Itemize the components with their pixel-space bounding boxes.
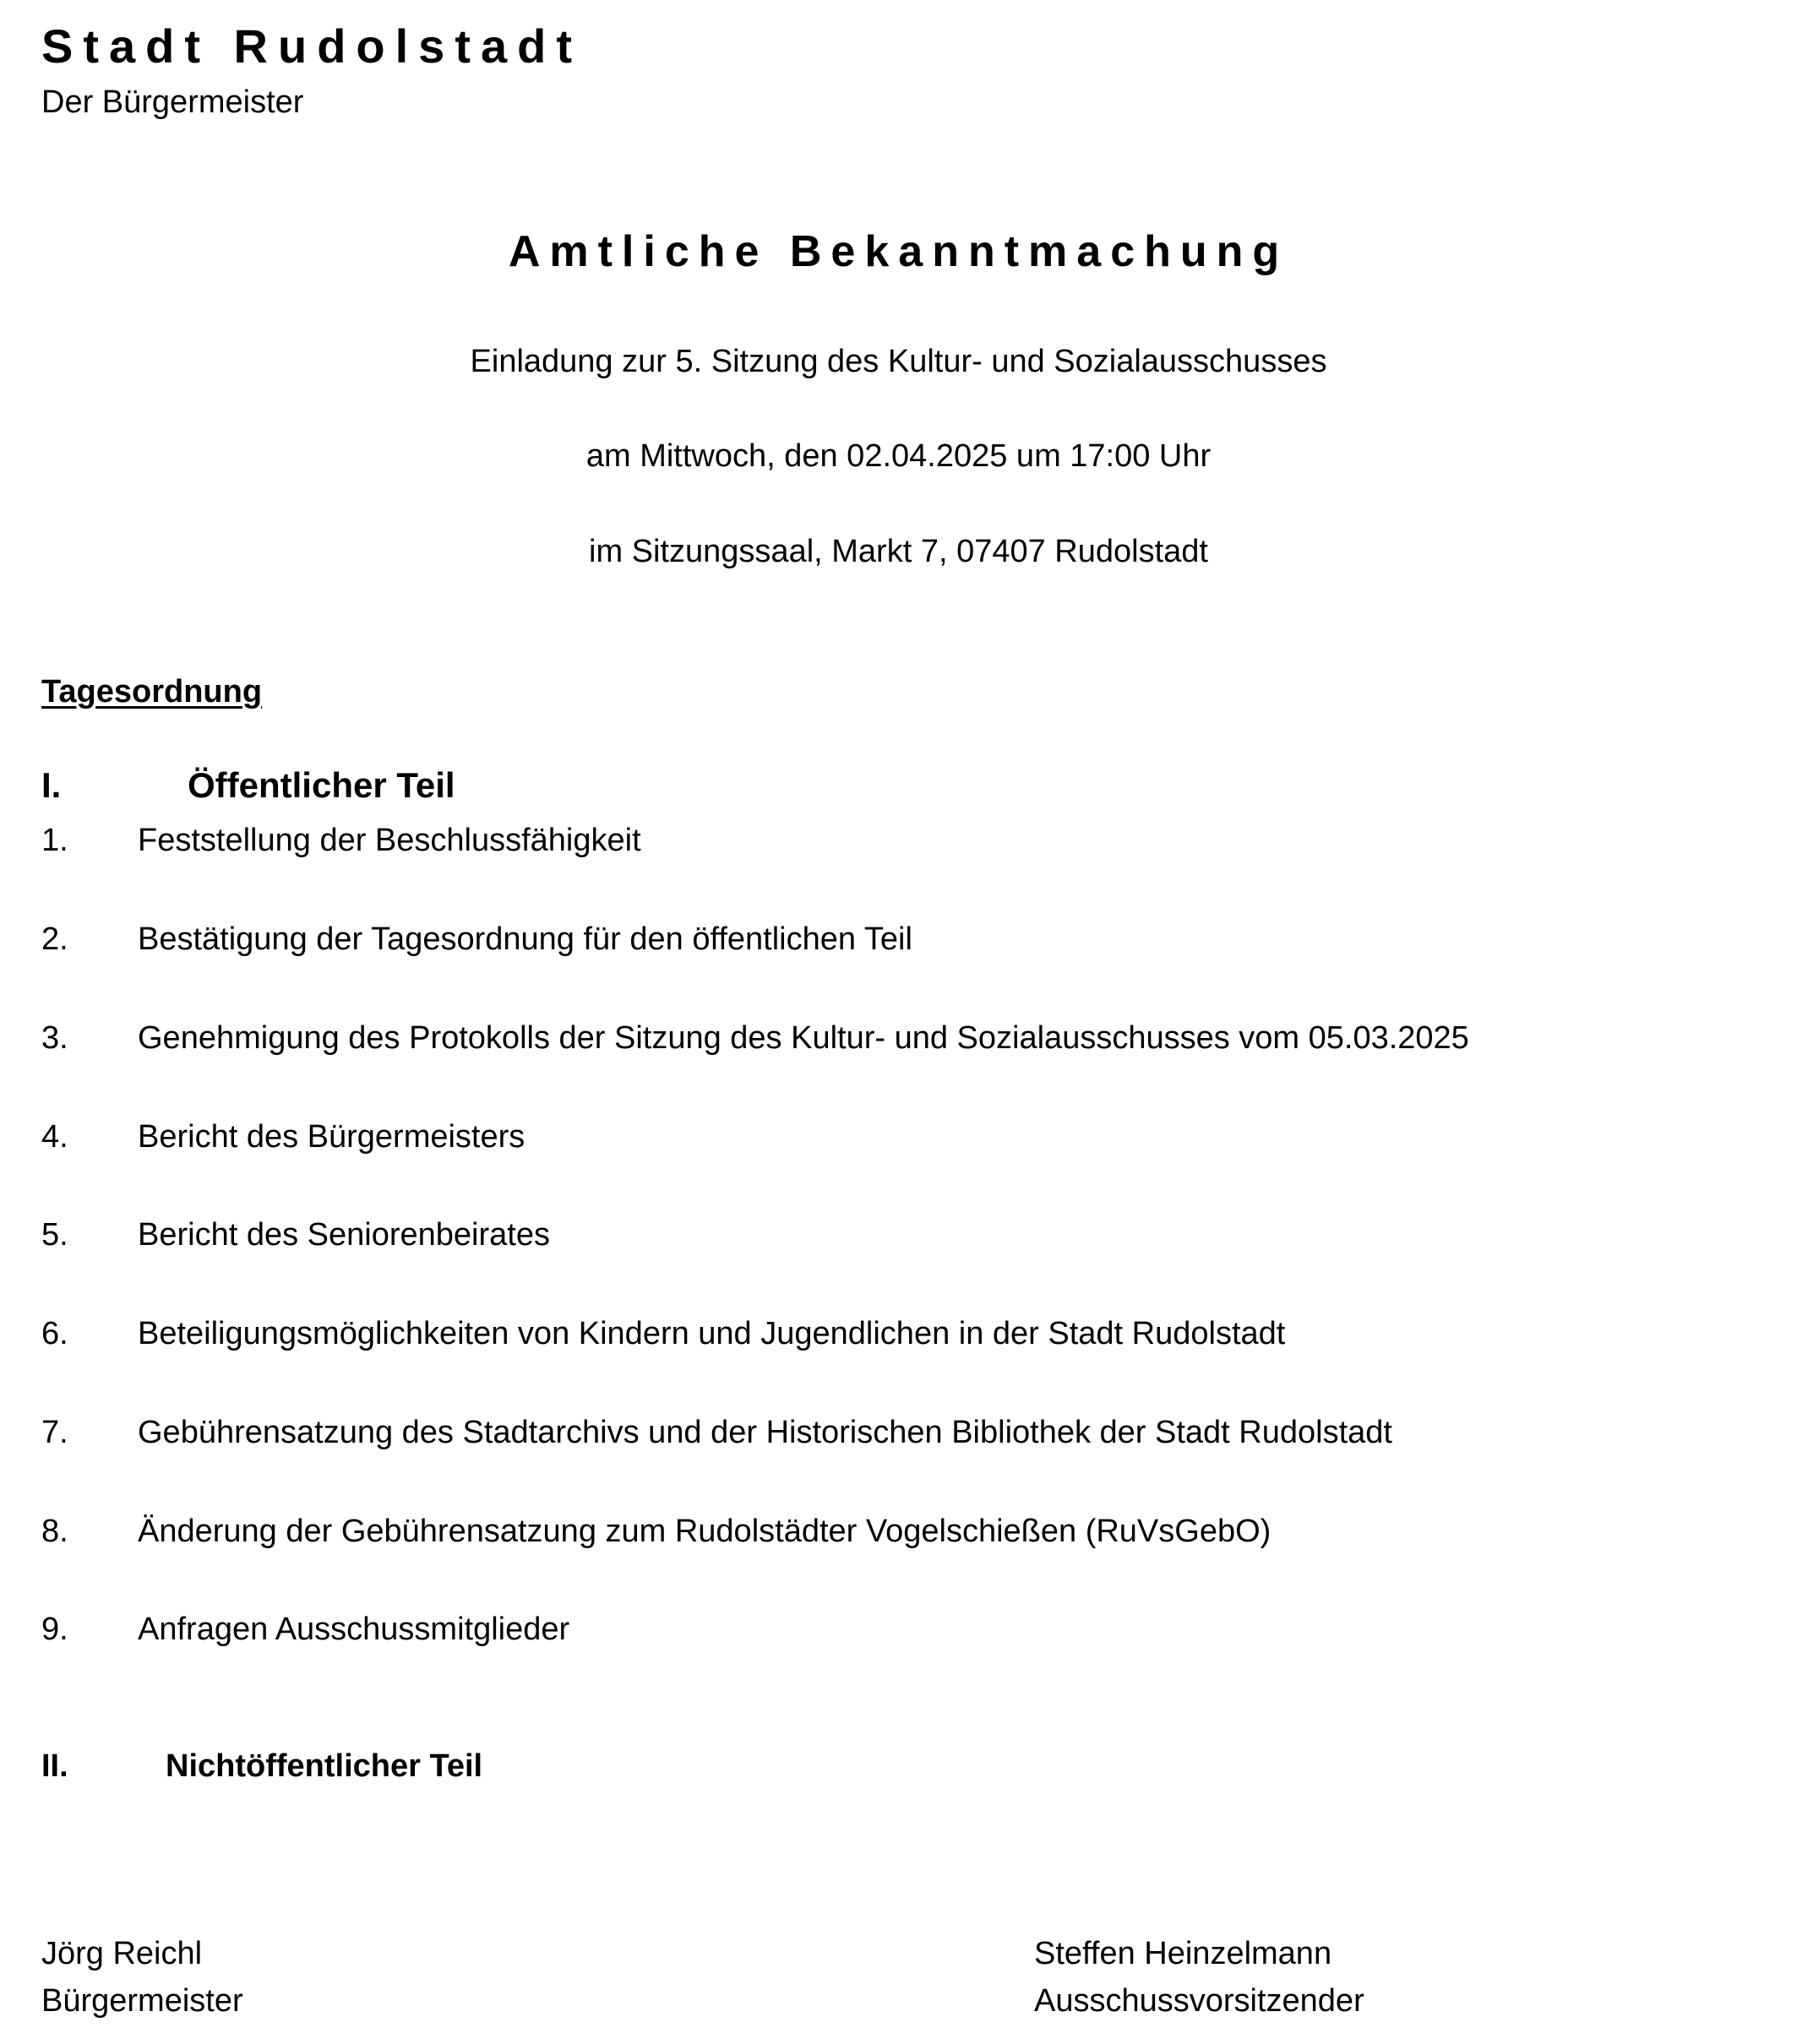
agenda-item-number: 3.: [41, 1020, 68, 1056]
agenda-item-number: 7.: [41, 1415, 68, 1450]
agenda-item-number: 1.: [41, 823, 68, 858]
signature-left-role: Bürgermeister: [41, 1983, 243, 2019]
notice-title: Amtliche Bekanntmachung: [508, 227, 1289, 276]
agenda-item-number: 5.: [41, 1217, 68, 1253]
office-subtitle: Der Bürgermeister: [41, 84, 304, 120]
agenda-item-number: 9.: [41, 1612, 68, 1647]
agenda-item-text: Feststellung der Beschlussfähigkeit: [138, 823, 641, 858]
agenda-item-number: 8.: [41, 1514, 68, 1549]
agenda-item-text: Genehmigung des Protokolls der Sitzung des Kultur- und Sozialausschusses vom 05.03.2025: [138, 1020, 1469, 1056]
agenda-item-text: Bericht des Bürgermeisters: [138, 1119, 525, 1155]
public-part-label: Öffentlicher Teil: [188, 765, 455, 805]
agenda-item-text: Beteiligungsmöglichkeiten von Kindern und Jugendlichen in der Stadt Rudolstadt: [138, 1316, 1286, 1351]
private-part-number: II.: [41, 1748, 68, 1784]
agenda-item-text: Bestätigung der Tagesordnung für den öffentlichen Teil: [138, 921, 912, 957]
public-part-number: I.: [41, 765, 62, 805]
city-name: Stadt Rudolstadt: [41, 19, 582, 73]
agenda-item-text: Änderung der Gebührensatzung zum Rudolstädter Vogelschießen (RuVsGebO): [138, 1514, 1272, 1549]
agenda-item-number: 2.: [41, 921, 68, 957]
agenda-item-text: Gebührensatzung des Stadtarchivs und der Historischen Bibliothek der Stadt Rudolstadt: [138, 1415, 1392, 1450]
agenda-heading: Tagesordnung: [41, 674, 263, 709]
invitation-line: Einladung zur 5. Sitzung des Kultur- und Sozialausschusses: [470, 344, 1327, 379]
agenda-item-text: Anfragen Ausschussmitglieder: [138, 1612, 570, 1647]
signature-right-name: Steffen Heinzelmann: [1034, 1936, 1332, 1971]
signature-right-role: Ausschussvorsitzender: [1034, 1983, 1364, 2019]
date-line: am Mittwoch, den 02.04.2025 um 17:00 Uhr: [585, 438, 1212, 474]
agenda-item-number: 4.: [41, 1119, 68, 1155]
location-line: im Sitzungssaal, Markt 7, 07407 Rudolstadt: [589, 534, 1208, 569]
agenda-item-number: 6.: [41, 1316, 68, 1351]
signature-left-name: Jörg Reichl: [41, 1936, 203, 1971]
agenda-item-text: Bericht des Seniorenbeirates: [138, 1217, 550, 1253]
private-part-label: Nichtöffentlicher Teil: [166, 1748, 483, 1784]
